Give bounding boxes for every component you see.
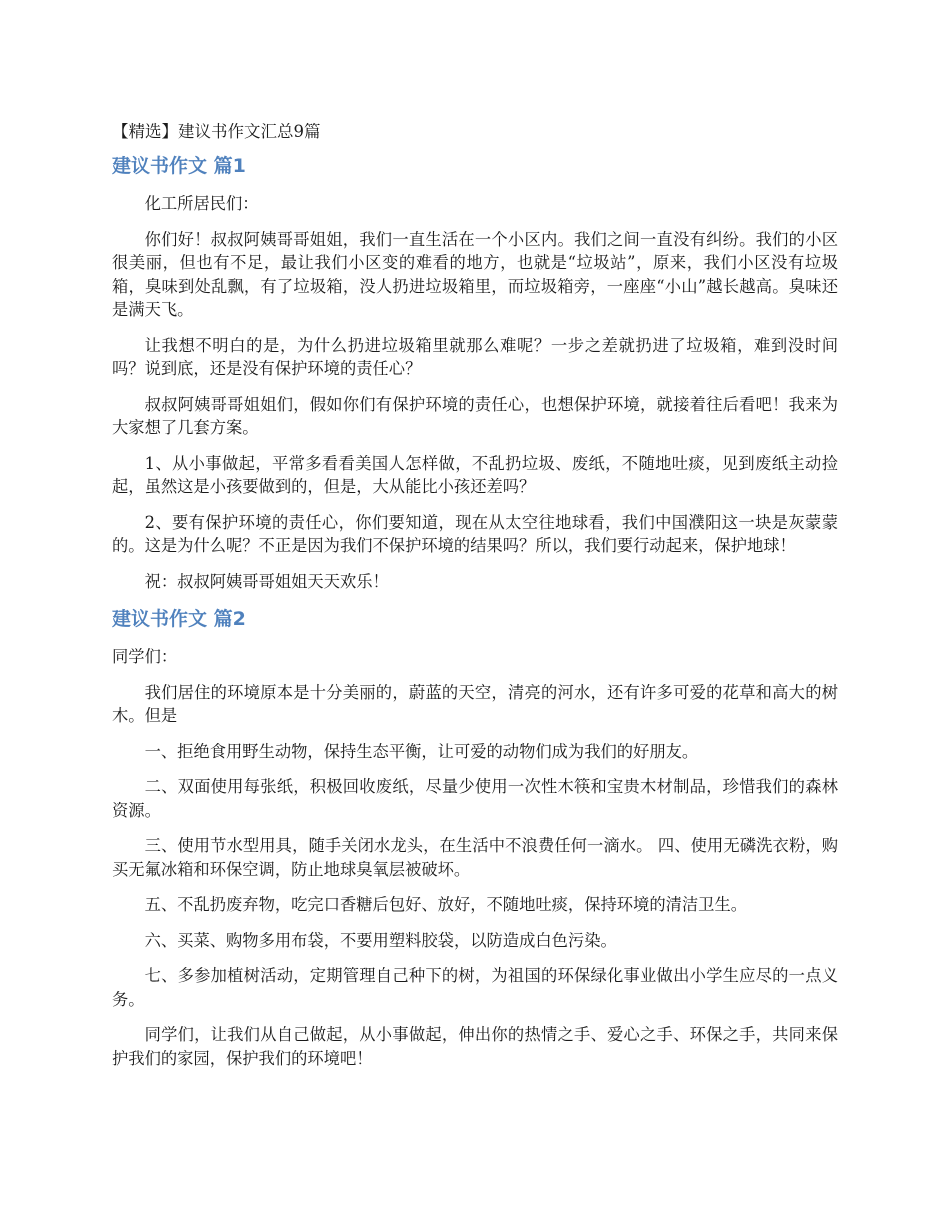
- paragraph: 二、双面使用每张纸，积极回收废纸，尽量少使用一次性木筷和宝贵木材制品，珍惜我们的森林资源。: [112, 777, 838, 820]
- section-heading: 建议书作文 篇1: [112, 155, 246, 177]
- paragraph: 三、使用节水型用具，随手关闭水龙头，在生活中不浪费任何一滴水。 四、使用无磷洗衣粉，购买无氟冰箱和环保空调，防止地球臭氧层被破坏。: [112, 836, 838, 879]
- paragraph: 2、要有保护环境的责任心，你们要知道，现在从太空往地球看，我们中国濮阳这一块是灰蒙蒙的。这是为什么呢？不正是因为我们不保护环境的结果吗？所以，我们要行动起来，保护地球！: [112, 512, 838, 555]
- paragraph: 五、不乱扔废弃物，吃完口香糖后包好、放好，不随地吐痰，保持环境的清洁卫生。: [144, 895, 748, 914]
- closing: 祝：叔叔阿姨哥哥姐姐天天欢乐！: [144, 571, 389, 591]
- paragraph: 你们好！叔叔阿姨哥哥姐姐，我们一直生活在一个小区内。我们之间一直没有纠纷。我们的小区很美丽，但也有不足，最让我们小区变的难看的地方，也就是“垃圾站”，原来，我们小区没有垃圾箱，臭味到处乱飘，有了垃圾箱，没人扔进垃圾箱里，而垃圾箱旁，一座座“小山”越长越高。臭味还是满天飞。: [112, 229, 838, 319]
- paragraph: 六、买菜、购物多用布袋，不要用塑料胶袋，以防造成白色污染。: [144, 930, 617, 950]
- paragraph: 1、从小事做起，平常多看看美国人怎样做，不乱扔垃圾、废纸，不随地吐痰，见到废纸主动捡起，虽然这是小孩要做到的，但是，大从能比小孩还差吗？: [112, 453, 838, 496]
- section-2: [112, 605, 838, 1070]
- paragraph: 叔叔阿姨哥哥姐姐们，假如你们有保护环境的责任心，也想保护环境，就接着往后看吧！我来为大家想了几套方案。: [112, 394, 838, 437]
- paragraph: 一、拒绝食用野生动物，保持生态平衡，让可爱的动物们成为我们的好朋友。: [144, 741, 699, 761]
- document-title: 【精选】建议书作文汇总9篇: [112, 122, 321, 141]
- salutation: 化工所居民们：: [144, 194, 259, 213]
- paragraph: 让我想不明白的是，为什么扔进垃圾箱里就那么难呢？一步之差就扔进了垃圾箱，难到没时间吗？说到底，还是没有保护环境的责任心？: [112, 335, 838, 378]
- salutation: 同学们：: [112, 647, 178, 666]
- section-heading: 建议书作文 篇2: [112, 608, 246, 630]
- paragraph: 同学们，让我们从自己做起，从小事做起，伸出你的热情之手、爱心之手、环保之手，共同来保护我们的家园，保护我们的环境吧！: [112, 1025, 838, 1068]
- paragraph: 我们居住的环境原本是十分美丽的，蔚蓝的天空，清亮的河水，还有许多可爱的花草和高大的树木。但是: [112, 682, 838, 725]
- paragraph: 七、多参加植树活动，定期管理自己种下的树，为祖国的环保绿化事业做出小学生应尽的一点义务。: [112, 966, 838, 1009]
- section-1: [112, 152, 838, 593]
